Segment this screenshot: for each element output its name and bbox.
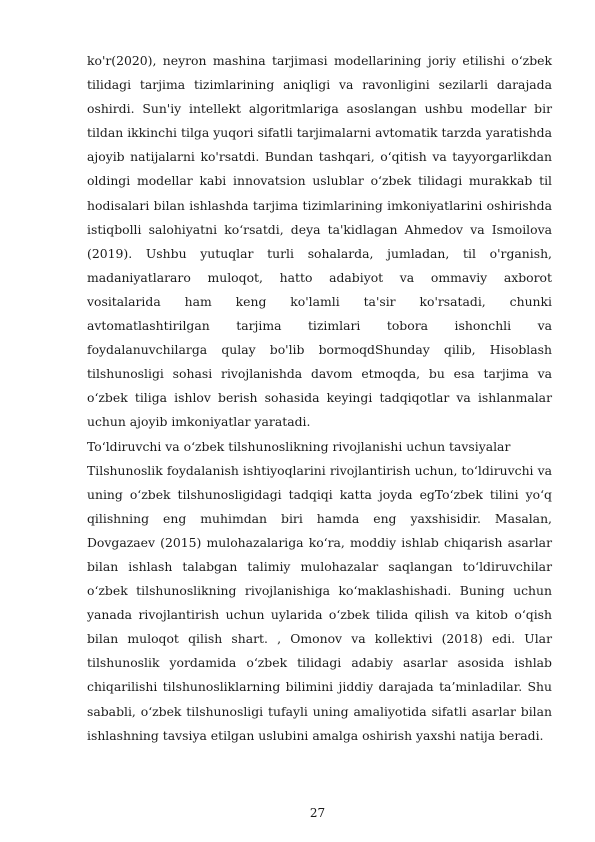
page-number: 27 (309, 806, 326, 820)
paragraph-translation-models: ko'r(2020), neyron mashina tarjimasi modellarining joriy etilishi o‘zbek tilidagi tarjima tizimlarining aniqligi va ravonligini sezilarli darajada oshirdi. Sun'iy intellekt algoritmlariga asoslangan ushbu modellar bir tildan ikkinchi tilga yuqori sifatli tarjimalarni avtomatik tarzda yaratishda ajoyib natijalarni ko'rsatdi. Bundan tashqari, o‘qitish va tayyorgarlikdan oldingi modellar kabi innovatsion uslublar o‘zbek tilidagi murakkab til hodisalari bilan ishlashda tarjima tizimlarining imkoniyatlarini oshirishda istiqbolli salohiyatni ko‘rsatdi, deya ta'kidlagan Ahmedov va Ismoilova (2019). Ushbu yutuqlar turli sohalarda, jumladan, til o'rganish, madaniyatlararo muloqot, hatto adabiyot va ommaviy axborot vositalarida ham keng ko'lamli ta'sir ko'rsatadi, chunki avtomatlashtirilgan tarjima tizimlari tobora ishonchli va foydalanuvchilarga qulay bo'lib bormoqdShunday qilib, Hisoblash tilshunosligi sohasi rivojlanishda davom etmoqda, bu esa tarjima va o‘zbek tiliga ishlov berish sohasida keyingi tadqiqotlar va ishlanmalar uchun ajoyib imkoniyatlar yaratadi. (87, 53, 552, 430)
section-heading: To‘ldiruvchi va o‘zbek tilshunoslikning rivojlanishi uchun tavsiyalar (87, 438, 511, 454)
paragraph-recommendations: Tilshunoslik foydalanish ishtiyoqlarini rivojlantirish uchun, to‘ldiruvchi va uning o‘zbek tilshunosligidagi tadqiqi katta joyda egTo‘zbek tilini yo‘q qilishning eng muhimdan biri hamda eng yaxshisidir. Masalan, Dovgazaev (2015) mulohazalariga ko‘ra, moddiy ishlab chiqarish asarlar bilan ishlash talabgan talimiy mulohazalar saqlangan to‘ldiruvchilar o‘zbek tilshunoslikning rivojlanishiga ko‘maklashishadi. Buning uchun yanada rivojlantirish uchun uylarida o‘zbek tilida qilish va kitob o‘qish bilan muloqot qilish shart. , Omonov va kollektivi (2018) edi. Ular tilshunoslik yordamida o‘zbek tilidagi adabiy asarlar asosida ishlab chiqarilishi tilshunosliklarning bilimini jiddiy darajada ta’minladilar. Shu sababli, o‘zbek tilshunosligi tufayli uning amaliyotida sifatli asarlar bilan ishlashning tavsiya etilgan uslubini amalga oshirish yaxshi natija beradi. (87, 462, 552, 743)
body-text (87, 49, 552, 748)
